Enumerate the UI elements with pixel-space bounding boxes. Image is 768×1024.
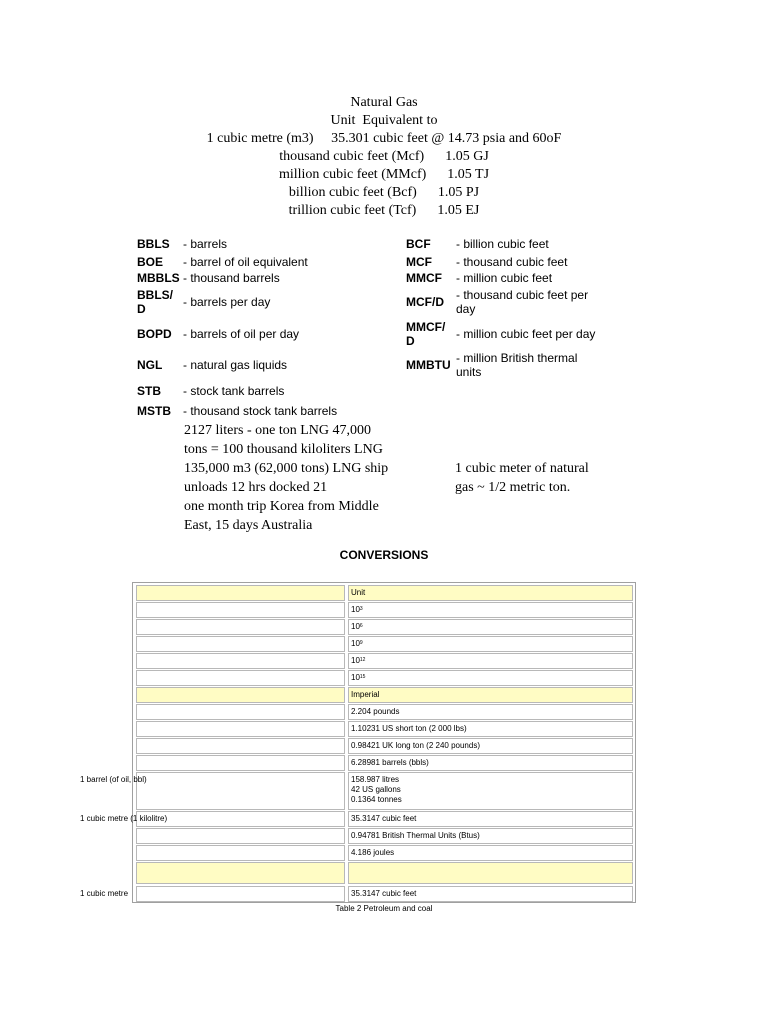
abbr-item (137, 255, 397, 269)
unit-exponent: 3 (359, 606, 363, 612)
abbr-code: BBLS (137, 237, 170, 251)
table-cell (136, 772, 345, 810)
unit-base: 10 (351, 639, 360, 648)
unit-base: 10 (351, 622, 360, 631)
lng-line: unloads 12 hrs docked 21 (184, 480, 328, 495)
table-row (133, 585, 637, 601)
table-cell: Unit (348, 585, 633, 601)
table-cell (136, 653, 345, 669)
abbr-item (137, 327, 397, 341)
conversions-title: CONVERSIONS (339, 548, 429, 562)
natural-gas-block (0, 94, 768, 220)
table-cell (136, 738, 345, 754)
abbr-desc: - barrels (183, 237, 228, 251)
table-cell (136, 828, 345, 844)
natural-gas-line: trillion cubic feet (Tcf) 1.05 EJ (288, 203, 480, 218)
abbr-code: BBLS/ D (137, 288, 173, 316)
abbr-item (137, 288, 397, 316)
table-cell: 158.987 litres 42 US gallons 0.1364 tonnes (348, 772, 633, 810)
abbr-code: MSTB (137, 404, 171, 418)
abbr-item (137, 384, 397, 398)
table-row (133, 772, 637, 810)
unit-base: 10 (351, 673, 360, 682)
abbr-desc: - billion cubic feet (456, 237, 549, 251)
table-cell (136, 602, 345, 618)
abbr-item (406, 320, 606, 348)
natural-gas-line: thousand cubic feet (Mcf) 1.05 GJ (279, 149, 489, 164)
table-cell (136, 721, 345, 737)
table-row (133, 602, 637, 618)
natural-gas-line: 1 cubic metre (m3) 35.301 cubic feet @ 14.73 psia and 60oF (206, 131, 562, 146)
abbr-code: BOE (137, 255, 164, 269)
table-row (133, 755, 637, 771)
table-cell (136, 687, 345, 703)
abbr-item (137, 237, 397, 251)
table-cell (136, 704, 345, 720)
lng-line: gas ~ 1/2 metric ton. (455, 480, 571, 495)
table-row (133, 886, 637, 902)
table-cell: Imperial (348, 687, 633, 703)
table-cell (348, 602, 633, 618)
abbr-code: BOPD (137, 327, 172, 341)
lng-line: 1 cubic meter of natural (455, 461, 589, 476)
table-row (133, 670, 637, 686)
abbr-code: MMCF (406, 271, 442, 285)
table-cell: 35.3147 cubic feet (348, 886, 633, 902)
abbr-code: BCF (406, 237, 431, 251)
table-row (133, 636, 637, 652)
abbr-item (137, 404, 397, 418)
abbr-desc: - thousand cubic feet (456, 255, 568, 269)
table-cell (136, 755, 345, 771)
abbr-desc: - million British thermal units (456, 351, 578, 379)
unit-exponent: 12 (359, 657, 366, 663)
lng-line: one month trip Korea from Middle (184, 499, 379, 514)
table-cell (136, 886, 345, 902)
table-cell (348, 670, 633, 686)
table-cell: 1.10231 US short ton (2 000 lbs) (348, 721, 633, 737)
abbr-item (406, 255, 606, 269)
table-cell (136, 862, 345, 884)
table-cell: 0.98421 UK long ton (2 240 pounds) (348, 738, 633, 754)
table-cell: 35.3147 cubic feet (348, 811, 633, 827)
table-cell (136, 585, 345, 601)
table-row (133, 828, 637, 844)
table-cell (348, 619, 633, 635)
unit-base: 10 (351, 656, 360, 665)
abbr-desc: - barrels per day (183, 295, 271, 309)
abbr-code: NGL (137, 358, 163, 372)
row-label: 1 cubic metre (80, 889, 129, 898)
abbr-desc: - thousand cubic feet per day (456, 288, 589, 316)
unit-exponent: 9 (359, 640, 363, 646)
abbr-code: STB (137, 384, 161, 398)
abbr-desc: - natural gas liquids (183, 358, 288, 372)
abbr-code: MCF/D (406, 295, 444, 309)
abbr-desc: - million cubic feet per day (456, 327, 596, 341)
natural-gas-line: million cubic feet (MMcf) 1.05 TJ (278, 167, 490, 182)
abbr-desc: - thousand stock tank barrels (183, 404, 338, 418)
abbr-desc: - barrels of oil per day (183, 327, 300, 341)
unit-exponent: 15 (359, 674, 366, 680)
table-cell: 6.28981 barrels (bbls) (348, 755, 633, 771)
natural-gas-header: Unit Equivalent to (330, 113, 438, 128)
abbr-item (406, 271, 606, 285)
table-cell (136, 670, 345, 686)
table-row (133, 845, 637, 861)
abbr-code: MBBLS (137, 271, 180, 285)
table-row (133, 721, 637, 737)
abbr-item (406, 237, 606, 251)
abbr-item (137, 271, 397, 285)
abbr-code: MMBTU (406, 358, 451, 372)
table-cell (136, 845, 345, 861)
lng-notes (184, 421, 424, 535)
conversion-table (132, 582, 636, 903)
abbr-desc: - stock tank barrels (183, 384, 285, 398)
abbr-code: MCF (406, 255, 432, 269)
lng-line: East, 15 days Australia (184, 518, 313, 533)
abbr-desc: - barrel of oil equivalent (183, 255, 308, 269)
abbr-desc: - thousand barrels (183, 271, 280, 285)
lng-line: tons = 100 thousand kiloliters LNG (184, 442, 383, 457)
table-cell (348, 636, 633, 652)
unit-base: 10 (351, 605, 360, 614)
table-cell (136, 636, 345, 652)
lng-line: 2127 liters - one ton LNG 47,000 (184, 423, 372, 438)
table-row (133, 687, 637, 703)
table-cell: 0.94781 British Thermal Units (Btus) (348, 828, 633, 844)
unit-exponent: 6 (359, 623, 363, 629)
row-label: 1 cubic metre (1 kilolitre) (80, 814, 168, 823)
natural-gas-title: Natural Gas (350, 95, 418, 110)
natural-gas-line: billion cubic feet (Bcf) 1.05 PJ (288, 185, 480, 200)
abbr-item (137, 358, 397, 372)
table-row (133, 619, 637, 635)
table-cell (348, 653, 633, 669)
table-cell (136, 811, 345, 827)
table-cell (348, 862, 633, 884)
table-row (133, 738, 637, 754)
row-label: 1 barrel (of oil, bbl) (80, 775, 147, 784)
table-row (133, 811, 637, 827)
table-row (133, 653, 637, 669)
table-cell (136, 619, 345, 635)
table-caption: Table 2 Petroleum and coal (335, 904, 433, 913)
lng-note-right (455, 459, 655, 497)
table-cell: 4.186 joules (348, 845, 633, 861)
abbr-desc: - million cubic feet (456, 271, 553, 285)
abbr-code: MMCF/ D (406, 320, 446, 348)
table-row (133, 862, 637, 884)
abbr-item (406, 351, 606, 379)
abbr-item (406, 288, 606, 316)
lng-line: 135,000 m3 (62,000 tons) LNG ship (184, 461, 389, 476)
table-cell: 2.204 pounds (348, 704, 633, 720)
table-row (133, 704, 637, 720)
